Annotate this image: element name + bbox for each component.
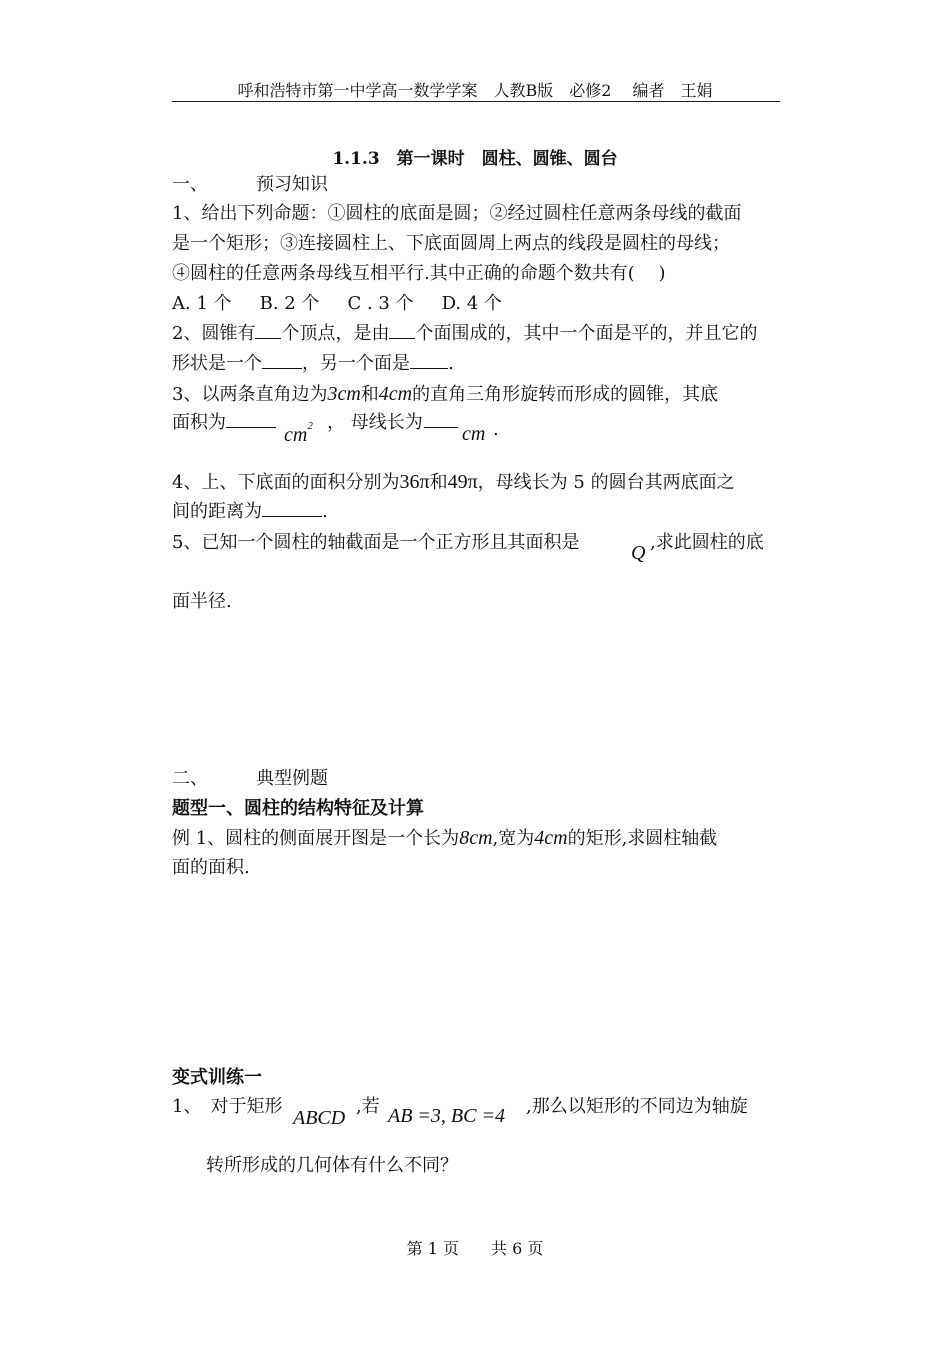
ex1-text-b: ,宽为 xyxy=(492,828,535,849)
q1-line2: 是一个矩形；③连接圆柱上、下底面圆周上两点的线段是圆柱的母线； xyxy=(172,233,730,254)
variant-math-abcd: ABCD xyxy=(293,1107,346,1129)
q5-line1 xyxy=(172,531,579,555)
page-header: 呼和浩特市第一中学高一数学学案 人教B版 必修2 编者 王娟 xyxy=(237,81,713,100)
q3-unit-length: cm xyxy=(462,423,486,445)
q4-blank-distance xyxy=(262,500,322,517)
variant-q1-line2: 转所形成的几何体有什么不同？ xyxy=(206,1155,458,1176)
q5-text-b: ,求此圆柱的底 xyxy=(650,532,764,553)
q3-unit-area: $cm^2$ xyxy=(284,420,313,446)
ex1-math-8cm: 8cm xyxy=(459,827,493,849)
q1-option-d: D. 4 个 xyxy=(441,293,503,314)
q3-blank-slant-wrap xyxy=(424,411,458,435)
section1-title: 预习知识 xyxy=(256,174,328,195)
q5-math-q: Q xyxy=(631,542,646,564)
q4-text-d: 间的距离为 xyxy=(172,501,262,522)
q1-options xyxy=(172,292,502,316)
lesson-title: 1.1.3 第一课时 圆柱、圆锥、圆台 xyxy=(332,149,618,169)
q2-text-d: 形状是一个 xyxy=(172,353,262,374)
q3-text-slant: ， 母线长为 xyxy=(327,412,423,433)
q3-math-4cm: 4cm xyxy=(378,383,413,405)
q2-blank-shape xyxy=(262,352,302,369)
page-footer: 第 1 页 共 6 页 xyxy=(406,1239,544,1258)
q2-blank-vertex xyxy=(255,322,281,339)
variant-q1-text-b: ,若 xyxy=(356,1096,380,1117)
q3-text-b: 和 xyxy=(360,384,379,405)
type1-heading: 题型一、圆柱的结构特征及计算 xyxy=(172,798,424,819)
q1-option-b: B. 2 个 xyxy=(259,293,320,314)
q5-line2: 面半径. xyxy=(172,591,232,612)
ex1-math-4cm: 4cm xyxy=(534,827,568,849)
ex1-line2: 面的面积. xyxy=(172,857,250,878)
q3-period: . xyxy=(493,419,499,440)
q3-text-d: 面积为 xyxy=(172,412,226,433)
q4-text-b: 和 xyxy=(429,472,448,493)
section2-heading xyxy=(172,767,328,791)
q3-text-c: 的直角三角形旋转而形成的圆锥，其底 xyxy=(412,384,719,405)
q4-line2 xyxy=(172,500,328,524)
q3-math-3cm: 3cm xyxy=(327,383,361,405)
section1-num: 一、 xyxy=(172,174,208,195)
q1-line1: 1、给出下列命题：①圆柱的底面是圆；②经过圆柱任意两条母线的截面 xyxy=(172,203,742,224)
q2-text-e: ，另一个面是 xyxy=(302,353,410,374)
q5-text-a: 5、已知一个圆柱的轴截面是一个正方形且其面积是 xyxy=(172,532,580,553)
q4-line1 xyxy=(172,470,735,495)
variant-heading: 变式训练一 xyxy=(172,1067,262,1088)
q4-math-49pi: 49π xyxy=(447,471,478,493)
q4-math-36pi: 36π xyxy=(399,471,430,493)
q3-blank-area xyxy=(226,411,276,428)
q2-line1 xyxy=(172,322,757,346)
q4-text-a: 4、上、下底面的面积分别为 xyxy=(172,472,400,493)
q2-blank-faces xyxy=(389,322,415,339)
header-rule xyxy=(172,101,780,102)
q2-text-a: 2、圆锥有 xyxy=(172,323,256,344)
section2-title: 典型例题 xyxy=(256,768,328,789)
variant-math-ab-bc: AB =3, BC =4 xyxy=(388,1105,505,1127)
variant-q1-text-c: ,那么以矩形的不同边为轴旋 xyxy=(526,1096,748,1117)
q3-text-a: 3、以两条直角边为 xyxy=(172,384,328,405)
q2-text-c: 个面围成的，其中一个面是平的，并且它的 xyxy=(415,323,758,344)
ex1-line1 xyxy=(172,826,717,851)
q3-line2 xyxy=(172,411,276,435)
q4-text-c: ，母线长为 5 的圆台其两底面之 xyxy=(477,472,735,493)
q1-option-a: A. 1 个 xyxy=(172,293,232,314)
q1-line3: ④圆柱的任意两条母线互相平行.其中正确的命题个数共有( ) xyxy=(172,263,666,284)
ex1-text-a: 例 1、圆柱的侧面展开图是一个长为 xyxy=(172,828,460,849)
q3-blank-slant xyxy=(424,411,458,428)
section1-heading xyxy=(172,173,328,197)
q1-option-c: C . 3 个 xyxy=(347,293,414,314)
section2-num: 二、 xyxy=(172,768,208,789)
q2-text-f: . xyxy=(448,353,454,374)
q2-blank-other xyxy=(410,352,448,369)
q4-text-e: . xyxy=(322,501,328,522)
q2-text-b: 个顶点，是由 xyxy=(281,323,390,344)
ex1-text-c: 的矩形,求圆柱轴截 xyxy=(567,828,718,849)
q3-line1 xyxy=(172,382,718,407)
q2-line2 xyxy=(172,352,454,376)
variant-q1-text-a: 1、 对于矩形 xyxy=(172,1096,283,1117)
